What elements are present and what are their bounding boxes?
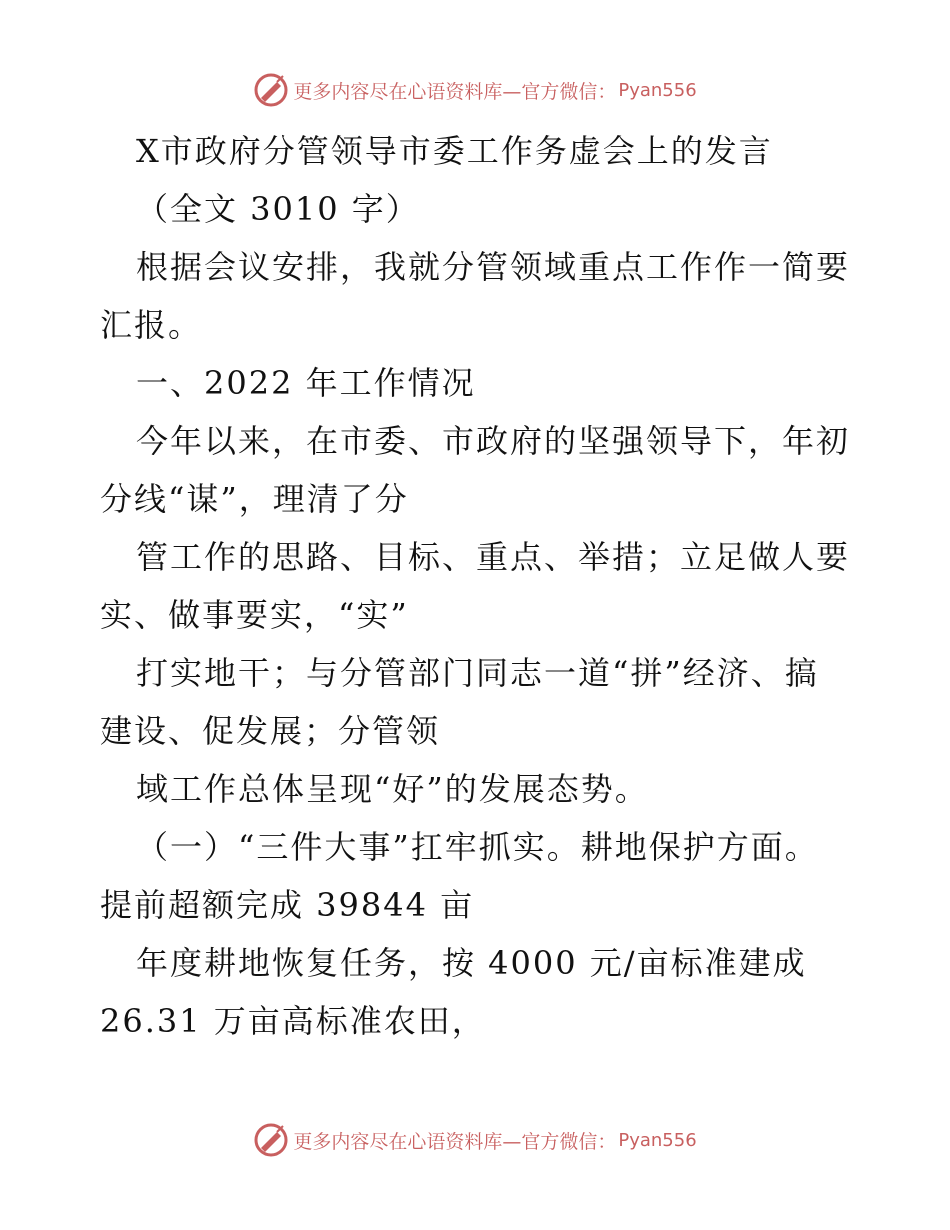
section-heading: 一、2022 年工作情况	[136, 364, 476, 402]
footer-watermark	[0, 1120, 950, 1160]
paragraph-line: 域工作总体呈现“好”的发展态势。	[136, 770, 649, 808]
header-watermark	[0, 70, 950, 110]
paragraph-line: 今年以来，在市委、市政府的坚强领导下，年初	[136, 422, 851, 460]
banner-wechat-id: Pyan556	[618, 1129, 697, 1151]
paragraph-line: 打实地干；与分管部门同志一道“拼”经济、搞	[136, 654, 819, 692]
paragraph-line: 建设、促发展；分管领	[100, 712, 441, 750]
paragraph-line: 分线“谋”，理清了分	[100, 480, 409, 518]
subsection-heading: （一）“三件大事”扛牢抓实。耕地保护方面。	[136, 828, 819, 866]
paragraph-line: 管工作的思路、目标、重点、举措；立足做人要	[136, 538, 851, 576]
paragraph-line: 提前超额完成 39844 亩	[100, 886, 475, 924]
word-count: （全文 3010 字）	[136, 190, 420, 228]
paragraph-line: 26.31 万亩高标准农田，	[100, 1002, 486, 1040]
banner-text: 更多内容尽在心语资料库—官方微信：	[293, 80, 617, 103]
paragraph-line: 根据会议安排，我就分管领域重点工作作一简要	[136, 248, 851, 286]
banner-text: 更多内容尽在心语资料库—官方微信：	[293, 1130, 617, 1153]
document-body	[100, 122, 860, 1050]
paragraph-line: 实、做事要实，“实”	[100, 596, 409, 634]
document-title: X市政府分管领导市委工作务虚会上的发言	[136, 132, 773, 170]
paragraph-line: 汇报。	[100, 306, 203, 344]
pen-logo-icon	[253, 72, 289, 108]
pen-logo-icon	[253, 1122, 289, 1158]
paragraph-line: 年度耕地恢复任务，按 4000 元/亩标准建成	[136, 944, 807, 982]
banner-wechat-id: Pyan556	[618, 79, 697, 101]
